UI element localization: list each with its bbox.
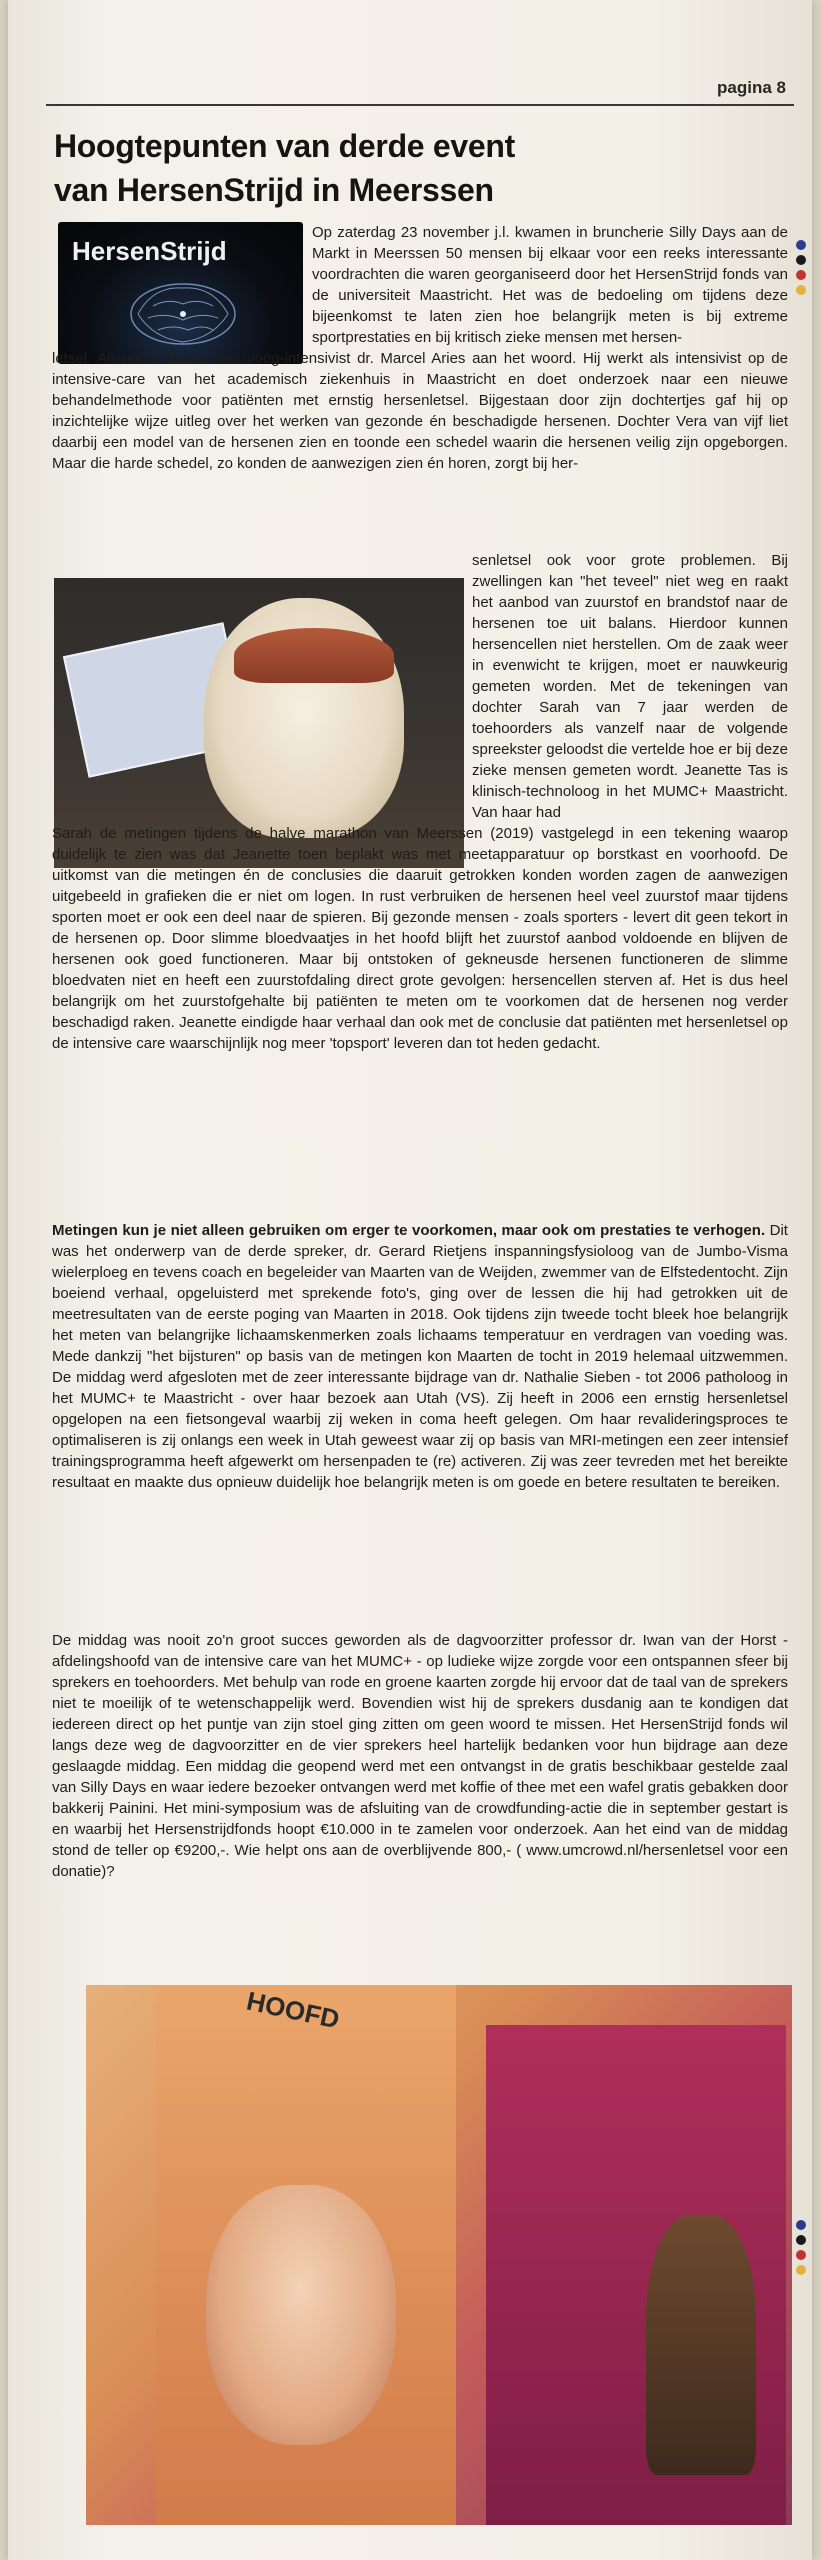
page-number: pagina 8 <box>717 78 786 97</box>
edge-color-dots-top <box>796 240 810 300</box>
paragraph-2-right-column: senletsel ook voor grote problemen. Bij zwellingen kan "het teveel" niet weg en raakt het aanbod van zuurstof en brandstof naar de hersenen toe uit balans. Hierdoor kunnen hersencellen niet herstellen. Om de zaak weer in evenwicht te krijgen, moet er nauwkeurig gemeten worden. Met de tekeningen van dochter Sarah van 7 jaar werden de toehoorders als vanzelf naar de volgende spreekster geloodst die vertelde hoe er bij deze zieke mensen gemeten wordt. Jeanette Tas is klinisch-technoloog in het MUMC+ Maastricht. Van haar had <box>472 552 788 821</box>
paragraph-3-body: Dit was het onderwerp van de derde spreker, dr. Gerard Rietjens inspanningsfysioloog van de Jumbo-Visma wielerploeg en tevens coach en begeleider van Maarten van de Weijden, zwemmer van de Elfstedentocht. Zijn boeiend verhaal, opgeluisterd met sprekende foto's, ging over de lessen die hij had getrokken uit de meetresultaten van de eerste poging van Maarten in 2018. Ook tijdens zijn tweede tocht bleek hoe belangrijk het meten van belangrijke lichaamskenmerken zoals lichaams temperatuur en verdragen van voeding was. Mede dankzij "het bijsturen" op basis van de metingen kon Maarten de tocht in 2019 helemaal uitzwemmen. De middag werd afgesloten met de zeer interessante bijdrage van dr. Nathalie Sieben - tot 2006 patholoog in het MUMC+ te Maastricht - over haar bezoek aan Utah (VS). Zij heeft in 2006 een ernstig hersenletsel opgelopen na een fietsongeval waarbij zij weken in coma heeft gelegen. Om haar revalideringsproces te optimaliseren is zij onlangs een week in Utah geweest waar zij op basis van MRI-metingen een zeer intensief trainingsprogramma heeft afgewerkt om hersenpaden te (re) activeren. Zij was zeer tevreden met het bereikte resultaat en maakte dus opnieuw duidelijk hoe belangrijk meten is om goede en betere resultaten te bereiken. <box>52 1222 788 1491</box>
article-title <box>54 124 774 212</box>
black-dot <box>796 2235 806 2245</box>
yellow-dot <box>796 2265 806 2275</box>
logo-text: HersenStrijd <box>72 236 227 266</box>
article-paragraph-1 <box>52 222 788 474</box>
article-paragraph-2 <box>52 550 788 1054</box>
yellow-dot <box>796 285 806 295</box>
paragraph-4-body: De middag was nooit zo'n groot succes geworden als de dagvoorzitter professor dr. Iwan van der Horst - afdelingshoofd van de intensive care van het MUMC+ - op ludieke wijze zorgde voor een ontspannen sfeer bij sprekers en toehoorders. Met behulp van rode en groene kaarten zorgde hij ervoor dat de taal van de sprekers niet te moeilijk of te wetenschappelijk werd. Bovendien wist hij de sprekers dusdanig aan te kondigen dat iedereen direct op het puntje van zijn stoel ging zitten om geen woord te missen. Het HersenStrijd fonds wil langs deze weg de dagvoorzitter en de vier sprekers heel hartelijk bedanken voor hun bijdrage aan deze geslaagde middag. Een middag die geopend werd met een ontvangst in de gratis beschikbaar gestelde zaal van Silly Days en waar iedere bezoeker ontvangen werd met koffie of thee met een wafel gratis gebakken door bakkerij Painini. Het mini-symposium was de afsluiting van de crowdfunding-actie die in september gestart is en waarbij het Hersenstrijdfonds hoopt €10.000 in te zamelen voor onderzoek. Aan het eind van de middag stond de teller op €9200,-. Wie helpt ons aan de overblijvende 800,- ( www.umcrowd.nl/hersenletsel voor een donatie)? <box>52 1632 788 1880</box>
article-paragraph-4 <box>52 1630 788 1882</box>
paragraph-1-continued: letsel. Allereerst kwam neuroloog-intensivist dr. Marcel Aries aan het woord. Hij werkt als intensivist op de intensive-care van het academisch ziekenhuis in Maastricht en doet onderzoek naar een nieuwe behandelmethode voor patiënten met ernstig hersenletsel. Bijgestaan door zijn dochtertjes gaf hij op inzichtelijke wijze uitleg over het werken van gezonde én beschadigde hersenen. Dochter Vera van vijf liet daarbij een model van de hersenen zien en toonde een schedel waarin die hersenen veilig zijn opgeborgen. Maar die harde schedel, zo konden de aanwezigen zien én horen, zorgt bij her- <box>52 350 788 472</box>
paragraph-2-continued: Sarah de metingen tijdens de halve marathon van Meerssen (2019) vastgelegd in een tekening waarop duidelijk te zien was dat Jeanette toen beplakt was met meetapparatuur op borstkast en voorhoofd. De uitkomst van die metingen én de conclusies die daaruit getrokken konden worden zagen de aanwezigen uitgebeeld in grafieken die er niet om logen. In rust verbruiken de hersenen heel veel zuurstof maar tijdens sporten moet er ook een deel naar de spieren. Bij gezonde mensen - zoals sporters - levert dit geen tekort in de hersenen op. Door slimme bloedvaatjes in het hoofd blijft het zuurstof aanbod voldoende en blijven de hersenen ook goed functioneren. Maar bij ontstoken of gekneusde hersenen functioneren de slimme bloedvaten niet en heeft een zuurstofdaling direct grote gevolgen: hersencellen sterven af. Het is dus heel belangrijk om het zuurstofgehalte bij patiënten te meten om te voorkomen dat de hersenen nog verder beschadigd raken. Jeanette eindigde haar verhaal dan ook met de conclusie dat patiënten met hersenletsel op de intensive care waarschijnlijk nog meer 'topsport' leveren dan tot heden gedacht. <box>52 825 788 1052</box>
blue-dot <box>796 240 806 250</box>
newspaper-page <box>8 0 812 2560</box>
title-line-2: van HersenStrijd in Meerssen <box>54 172 494 208</box>
header-rule <box>46 104 794 106</box>
banner-sign-text: HOOFD <box>244 1985 343 2035</box>
title-line-1: Hoogtepunten van derde event <box>54 128 515 164</box>
article-paragraph-3 <box>52 1220 788 1493</box>
blue-dot <box>796 2220 806 2230</box>
person <box>646 2215 756 2475</box>
event-photo <box>86 1985 792 2525</box>
paragraph-3-lead: Metingen kun je niet alleen gebruiken om erger te voorkomen, maar ook om prestaties te verhogen. <box>52 1222 766 1239</box>
red-dot <box>796 2250 806 2260</box>
black-dot <box>796 255 806 265</box>
face-image <box>206 2185 396 2445</box>
red-dot <box>796 270 806 280</box>
paragraph-1-intro: Op zaterdag 23 november j.l. kwamen in bruncherie Silly Days aan de Markt in Meerssen 50 mensen bij elkaar voor een reeks interessante voordrachten die waren georganiseerd door het HersenStrijd fonds van de universiteit Maastricht. Het was de bedoeling om tijdens deze bijeenkomst te laten zien hoe belangrijk meten is bij extreme sportprestaties en bij kritisch zieke mensen met hersen- <box>312 224 788 346</box>
edge-color-dots-bottom <box>796 2220 810 2280</box>
